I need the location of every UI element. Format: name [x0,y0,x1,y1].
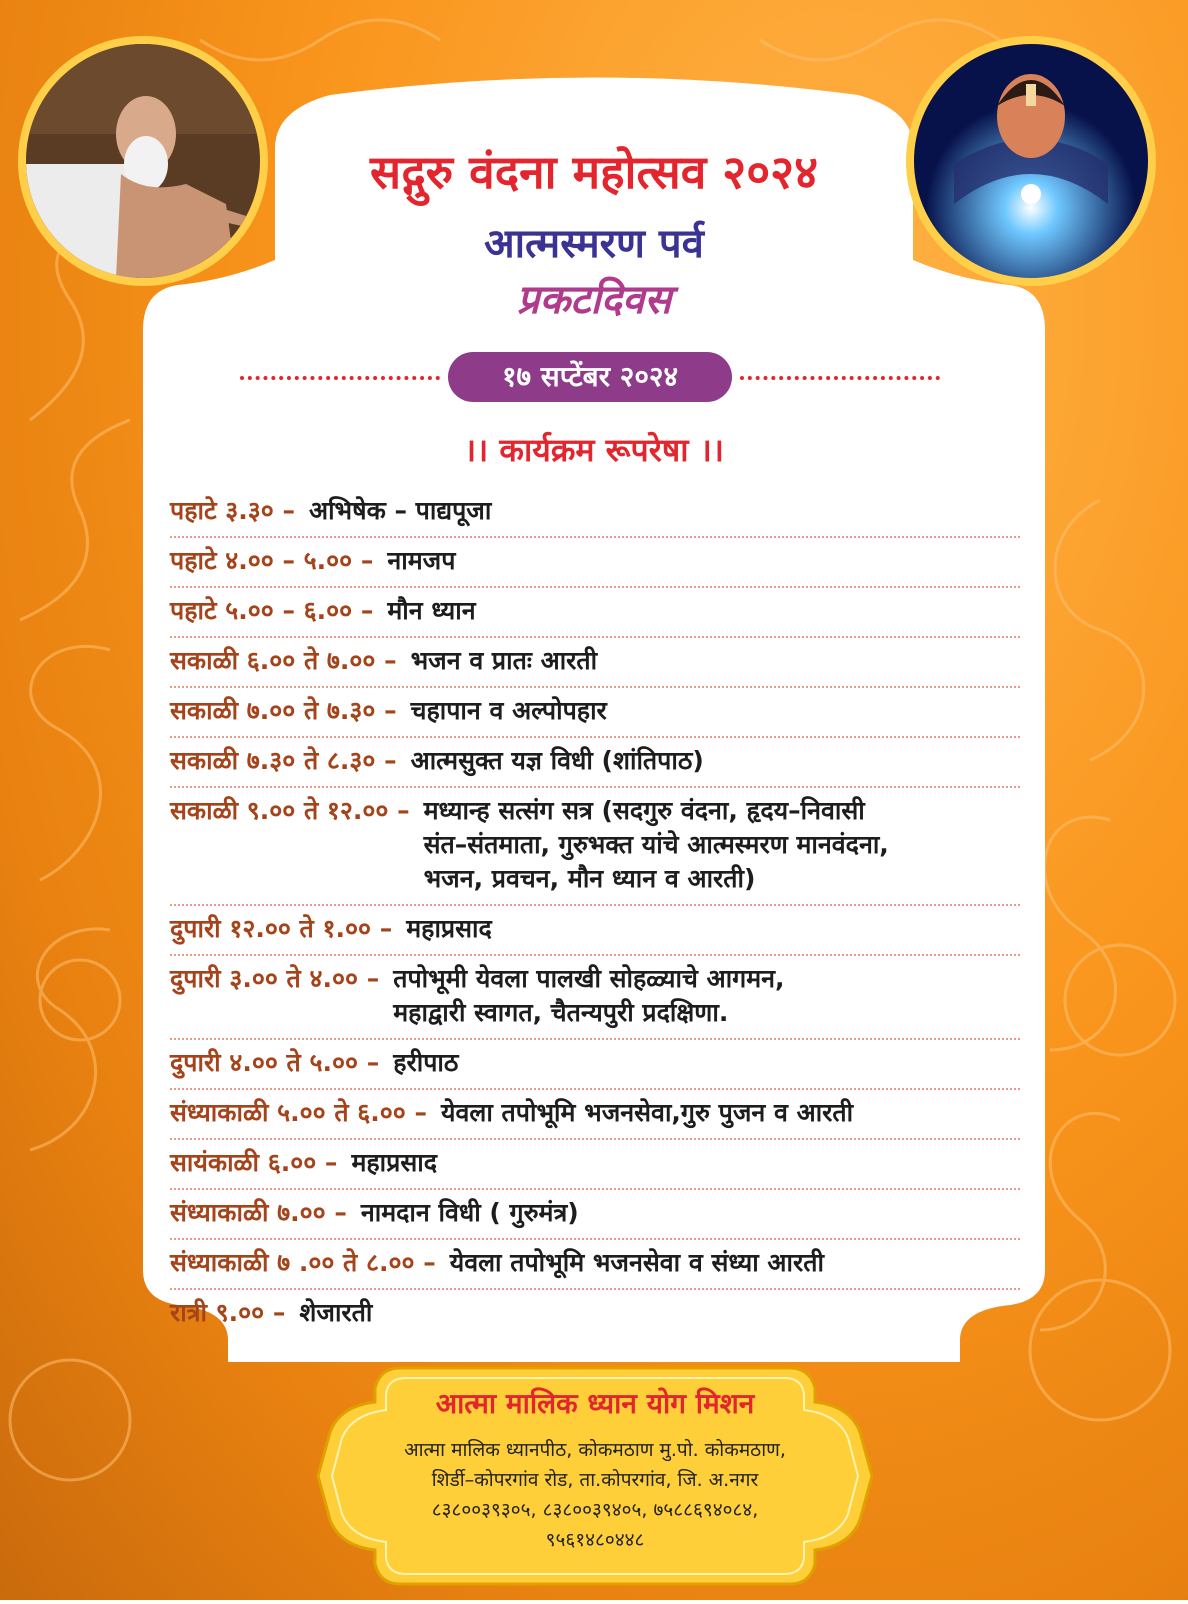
schedule-row [170,1090,1020,1140]
schedule-row [170,588,1020,638]
schedule-activity: हरीपाठ [393,1048,459,1077]
org-name: आत्मा मालिक ध्यान योग मिशन [435,1387,755,1420]
schedule-list [170,488,1020,1338]
footer-banner [310,1362,880,1590]
event-subtitle: आत्मस्मरण पर्व [484,221,704,267]
schedule-row [170,906,1020,956]
dotted-divider-right [740,376,940,380]
schedule-time: संध्याकाळी ७.०० – [170,1198,347,1227]
phone-line-1: ८३८००३९३०५, ८३८००३९४०५, ७५८८६९४०८४, [431,1499,759,1521]
address-line-1: आत्मा मालिक ध्यानपीठ, कोकमठाण मु.पो. कोकमठाण, [404,1439,786,1461]
schedule-activity: येवला तपोभूमि भजनसेवा,गुरु पुजन व आरती [440,1098,854,1127]
schedule-activity: भजन व प्रातः आरती [410,646,598,675]
schedule-row [170,488,1020,538]
schedule-time: दुपारी ३.०० ते ४.०० – [170,964,380,993]
schedule-activity: आत्मसुक्त यज्ञ विधी (शांतिपाठ) [410,746,704,775]
schedule-time: दुपारी ४.०० ते ५.०० – [170,1048,380,1077]
schedule-activity: मौन ध्यान [387,596,476,625]
schedule-activity: नामजप [387,546,456,575]
schedule-row [170,788,1020,906]
schedule-time: रात्री ९.०० – [170,1298,286,1327]
schedule-activity: तपोभूमी येवला पालखी सोहळ्याचे आगमन, महाद्वारी स्वागत, चैतन्यपुरी प्रदक्षिणा. [393,964,785,1027]
schedule-activity: चहापान व अल्पोपहार [410,696,607,725]
schedule-time: दुपारी १२.०० ते १.०० – [170,914,393,943]
schedule-time: संध्याकाळी ७ .०० ते ८.०० – [170,1248,436,1277]
schedule-time: सकाळी ७.३० ते ८.३० – [170,746,397,775]
schedule-activity: नामदान विधी ( गुरुमंत्र) [360,1198,579,1227]
schedule-time: पहाटे ५.०० – ६.०० – [170,596,374,625]
event-title: सद्गुरु वंदना महोत्सव २०२४ [370,145,818,199]
schedule-row [170,538,1020,588]
schedule-row [170,1040,1020,1090]
address-line-2: शिर्डी–कोपरगांव रोड, ता.कोपरगांव, जि. अ.नगर [431,1469,759,1491]
schedule-activity: महाप्रसाद [406,914,492,943]
schedule-time: संध्याकाळी ५.०० ते ६.०० – [170,1098,427,1127]
schedule-time: सकाळी ९.०० ते १२.०० – [170,796,410,825]
schedule-time: पहाटे ३.३० – [170,496,295,525]
phone-line-2: ९५६१४८०४४८ [545,1529,645,1551]
schedule-time: सकाळी ६.०० ते ७.०० – [170,646,397,675]
event-date: १७ सप्टेंबर २०२४ [448,352,732,402]
schedule-row [170,1190,1020,1240]
schedule-row [170,1290,1020,1338]
schedule-activity: येवला तपोभूमि भजनसेवा व संध्या आरती [449,1248,824,1277]
schedule-row [170,638,1020,688]
event-subtitle-2: प्रकटदिवस [516,277,672,323]
schedule-row [170,1240,1020,1290]
schedule-time: सायंकाळी ६.०० – [170,1148,338,1177]
dotted-divider-left [240,376,440,380]
schedule-time: सकाळी ७.०० ते ७.३० – [170,696,397,725]
schedule-activity: शेजारती [299,1298,373,1327]
schedule-row [170,738,1020,788]
schedule-row [170,1140,1020,1190]
schedule-activity: मध्यान्ह सत्संग सत्र (सदगुरु वंदना, हृदय–निवासी संत–संतमाता, गुरुभक्त यांचे आत्मस्मरण मानवंदना, भजन, प्रवचन, मौन ध्यान व आरती) [423,796,889,893]
schedule-time: पहाटे ४.०० – ५.०० – [170,546,374,575]
schedule-activity: अभिषेक – पाद्यपूजा [308,496,492,525]
schedule-row [170,956,1020,1040]
schedule-activity: महाप्रसाद [351,1148,438,1177]
date-row [240,352,940,402]
program-heading: ।। कार्यक्रम रूपरेषा ।। [464,431,724,469]
schedule-row [170,688,1020,738]
